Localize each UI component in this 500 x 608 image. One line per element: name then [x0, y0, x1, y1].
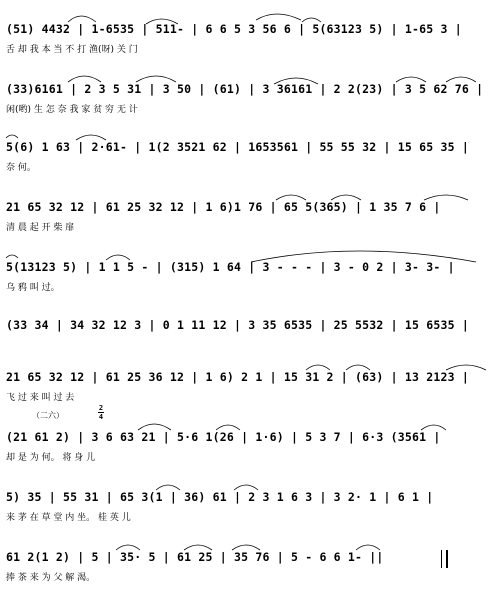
score-line-1 [6, 6, 492, 60]
notes-2: (33)6161 | 2 3 5 31 | 3 50 | (61) | 3 36161 | 2 2(23) | 3 5 62 76 | [6, 82, 484, 96]
score-line-7 [6, 354, 492, 408]
notes-10: 61 2(1 2) | 5 | 35· 5 | 61 25 | 35 76 | 5 - 6 6 1- || [6, 550, 384, 564]
lyrics-10: 捧 茶 来 为 父 解 渴。 [6, 573, 96, 583]
score-line-3 [6, 124, 492, 178]
score-line-6 [6, 302, 492, 356]
lyrics-9: 来 茅 在 草 堂 内 坐。 桂 英 儿 [6, 513, 131, 523]
notes-7: 21 65 32 12 | 61 25 36 12 | 1 6) 2 1 | 15 31 2 | (63) | 13 2123 | [6, 370, 470, 384]
section-marker: （二六） [32, 411, 64, 420]
score-line-4 [6, 184, 492, 238]
notes-5: 5(13123 5) | 1 1 5 - | (315) 1 64 | 3 - - - | 3 - 0 2 | 3- 3- | [6, 260, 455, 274]
score-line-2 [6, 66, 492, 120]
score-line-9 [6, 474, 492, 528]
meter-bottom: 4 [98, 413, 104, 421]
score-line-10 [6, 534, 492, 588]
notes-1: (51) 4432 | 1-6535 | 511- | 6 6 5 3 56 6 | 5(63123 5) | 1-65 3 | [6, 22, 462, 36]
notes-6: (33 34 | 34 32 12 3 | 0 1 11 12 | 3 35 6535 | 25 5532 | 15 6535 | [6, 318, 470, 332]
lyrics-5: 乌 鸦 叫 过。 [6, 283, 60, 293]
notes-3: 5(6) 1 63 | 2·61- | 1(2 3521 62 | 1653561 | 55 55 32 | 15 65 35 | [6, 140, 470, 154]
notes-9: 5) 35 | 55 31 | 65 3(1 | 36) 61 | 2 3 1 6 3 | 3 2· 1 | 6 1 | [6, 490, 434, 504]
lyrics-3: 奈 何。 [6, 163, 36, 173]
final-barline [441, 550, 448, 568]
lyrics-1: 舌 却 我 本 当 不 打 渔(呀) 关 门 [6, 45, 138, 55]
lyrics-7: 飞 过 来 叫 过 去 [6, 393, 75, 403]
lyrics-2: 闲(哟) 生 怎 奈 我 家 贫 穷 无 计 [6, 105, 138, 115]
lyrics-4: 清 晨 起 开 柴 扉 [6, 223, 75, 233]
notes-8: (21 61 2) | 3 6 63 21 | 5·6 1(26 | 1·6) | 5 3 7 | 6·3 (3561 | [6, 430, 441, 444]
score-line-5 [6, 244, 492, 298]
score-line-8 [6, 414, 492, 468]
notes-4: 21 65 32 12 | 61 25 32 12 | 1 6)1 76 | 65 5(365) | 1 35 7 6 | [6, 200, 441, 214]
meter-top: 2 [98, 404, 104, 412]
lyrics-6 [6, 338, 492, 352]
lyrics-8: 却 是 为 何。 将 身 儿 [6, 453, 96, 463]
